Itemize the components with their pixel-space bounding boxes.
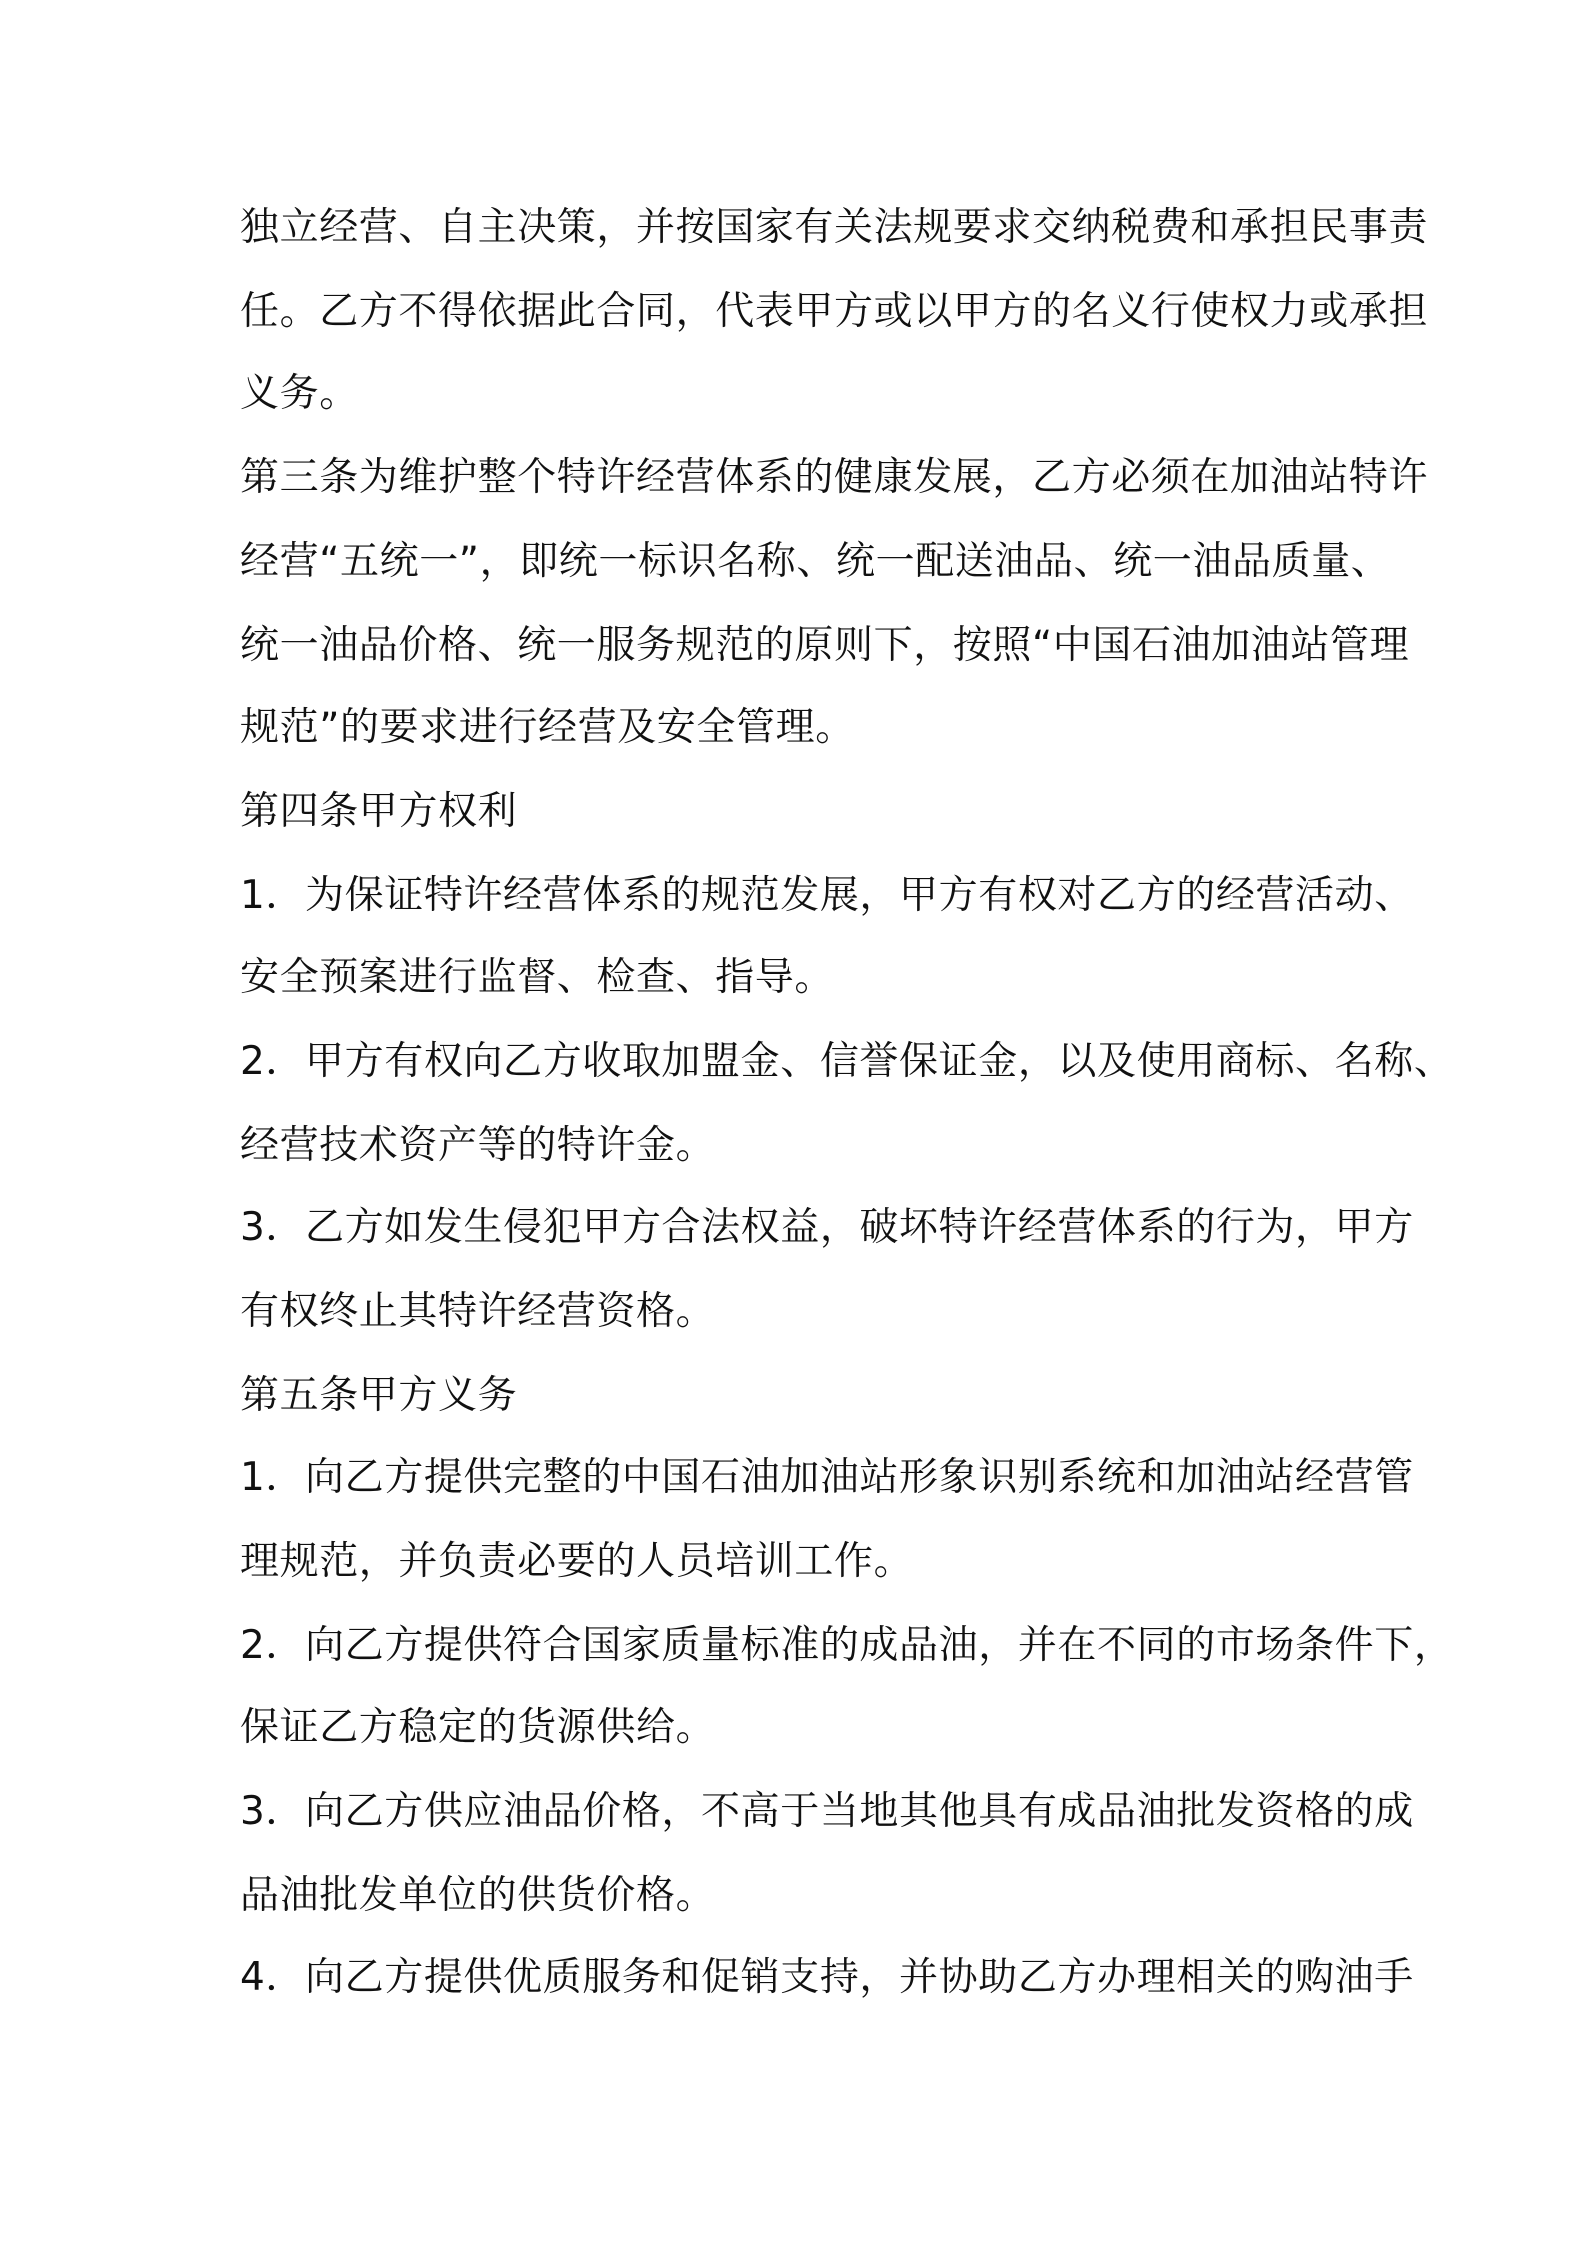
text-line: 规范”的要求进行经营及安全管理。 [240,705,855,750]
section-heading: 第五条甲方义务 [240,1373,518,1418]
text-line: 3．向乙方供应油品价格，不高于当地其他具有成品油批发资格的成 [240,1789,1414,1834]
text-line: 2．甲方有权向乙方收取加盟金、信誉保证金，以及使用商标、名称、 [240,1039,1454,1084]
text-line: 1．为保证特许经营体系的规范发展，甲方有权对乙方的经营活动、 [240,873,1414,918]
text-line: 3．乙方如发生侵犯甲方合法权益，破坏特许经营体系的行为，甲方 [240,1205,1414,1250]
text-line: 独立经营、自主决策，并按国家有关法规要求交纳税费和承担民事责 [240,205,1429,250]
text-line: 有权终止其特许经营资格。 [240,1289,716,1334]
text-line: 经营技术资产等的特许金。 [240,1123,716,1168]
text-line: 4．向乙方提供优质服务和促销支持，并协助乙方办理相关的购油手 [240,1955,1414,2000]
text-line: 品油批发单位的供货价格。 [240,1873,716,1918]
section-heading: 第四条甲方权利 [240,789,518,834]
text-line: 保证乙方稳定的货源供给。 [240,1705,716,1750]
text-line: 1．向乙方提供完整的中国石油加油站形象识别系统和加油站经营管 [240,1455,1414,1500]
text-line: 安全预案进行监督、检查、指导。 [240,955,835,1000]
text-line: 理规范，并负责必要的人员培训工作。 [240,1539,914,1584]
text-line: 第三条为维护整个特许经营体系的健康发展，乙方必须在加油站特许 [240,455,1429,500]
text-line: 经营“五统一”，即统一标识名称、统一配送油品、统一油品质量、 [240,539,1391,584]
text-line: 2．向乙方提供符合国家质量标准的成品油，并在不同的市场条件下， [240,1623,1454,1668]
text-line: 义务。 [240,371,359,416]
text-line: 任。乙方不得依据此合同，代表甲方或以甲方的名义行使权力或承担 [240,289,1429,334]
text-line: 统一油品价格、统一服务规范的原则下，按照“中国石油加油站管理 [240,623,1410,668]
